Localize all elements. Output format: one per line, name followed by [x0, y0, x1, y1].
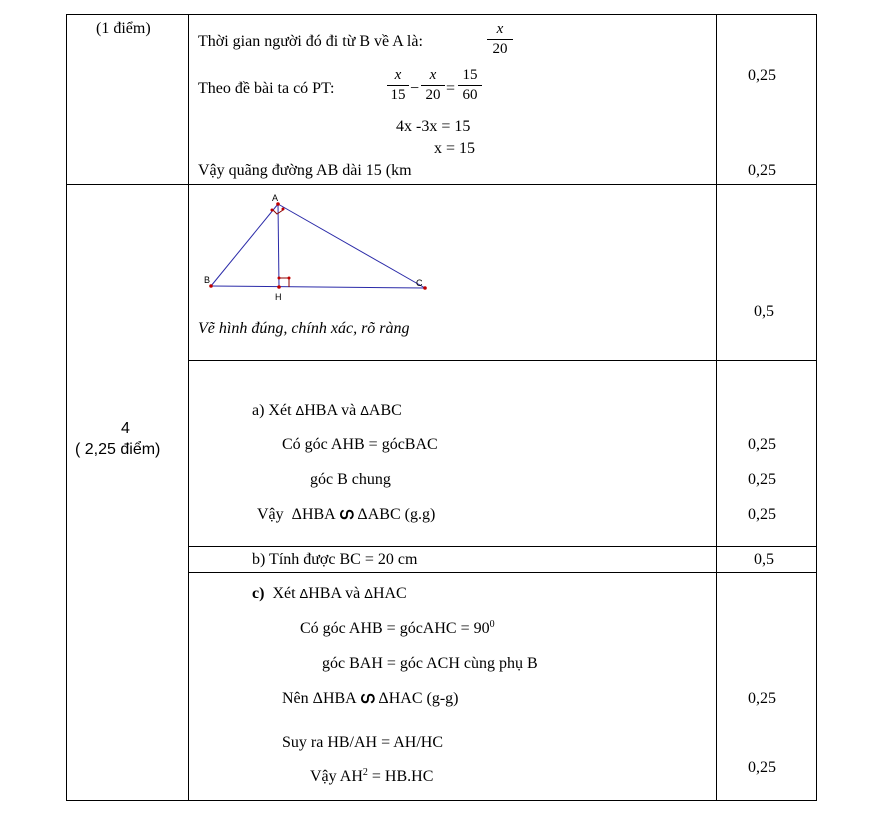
- part-c-line-4: Suy ra HB/AH = AH/HC: [282, 734, 444, 751]
- time-fraction: x 20: [487, 21, 513, 58]
- equal-sign: =: [446, 80, 456, 97]
- score-a-1: 0,25: [748, 436, 776, 453]
- table-col-divider-2: [716, 14, 717, 800]
- triangle-symbol: Δ: [295, 403, 305, 418]
- equation-step-2: x = 15: [434, 140, 476, 157]
- row-divider-3: [188, 546, 817, 547]
- part-c-line-3: Nên ΔHBA ഗ ΔHAC (g-g): [282, 690, 459, 707]
- table-border-right: [816, 14, 817, 800]
- score-draw: 0,5: [754, 303, 774, 320]
- score-a-2: 0,25: [748, 471, 776, 488]
- question-points: ( 2,25 điểm): [75, 441, 161, 458]
- label-H: H: [275, 292, 282, 302]
- segment-AC: [278, 204, 425, 288]
- score-b: 0,5: [754, 551, 774, 568]
- label-C: C: [416, 278, 423, 288]
- similar-symbol: ഗ: [338, 506, 354, 523]
- pt-fraction-1: x 15: [387, 67, 409, 104]
- row-divider-1: [66, 184, 817, 185]
- part-a-title: a) Xét ΔHBA và ΔABC: [252, 402, 402, 419]
- draw-note: Vẽ hình đúng, chính xác, rõ ràng: [198, 320, 410, 337]
- table-border-bottom: [66, 800, 817, 801]
- time-sentence: Thời gian người đó đi từ B về A là:: [198, 33, 423, 50]
- conclusion-text: Vậy quãng đường AB dài 15 (km: [198, 162, 412, 179]
- part-c-line-2: góc BAH = góc ACH cùng phụ B: [322, 655, 538, 672]
- part-c-title: c) Xét ΔHBA và ΔHAC: [252, 585, 407, 602]
- pt-fraction-2: x 20: [421, 67, 445, 104]
- table-border-left: [66, 14, 67, 800]
- segment-BC: [211, 286, 425, 288]
- score-pt: 0,25: [748, 67, 776, 84]
- point-C: [423, 286, 427, 290]
- equation-sentence: Theo đề bài ta có PT:: [198, 80, 335, 97]
- score-c-1: 0,25: [748, 690, 776, 707]
- table-col-divider-1: [188, 14, 189, 800]
- row-divider-2: [188, 360, 817, 361]
- label-B: B: [204, 275, 211, 285]
- score-conclusion: 0,25: [748, 162, 776, 179]
- part-a-line-3: Vậy ΔHBA ഗ ΔABC (g.g): [257, 506, 436, 523]
- row1-points-label: (1 điểm): [96, 20, 151, 37]
- part-c-line-1: Có góc AHB = gócAHC = $90^0$: [300, 619, 495, 637]
- score-c-2: 0,25: [748, 759, 776, 776]
- table-border-top: [66, 14, 817, 15]
- segment-AH: [278, 204, 279, 287]
- label-A: A: [272, 193, 279, 203]
- part-a-line-1: Có góc AHB = gócBAC: [282, 436, 438, 453]
- triangle-symbol: Δ: [360, 403, 369, 418]
- row-divider-4: [188, 572, 817, 573]
- right-angle-mark-H: [279, 278, 289, 287]
- pt-fraction-3: 15 60: [458, 67, 482, 104]
- part-a-line-2: góc B chung: [310, 471, 391, 488]
- minus-sign: −: [410, 80, 420, 97]
- part-b-line: b) Tính được BC = 20 cm: [252, 551, 418, 568]
- triangle-figure: [195, 190, 445, 305]
- point-H: [277, 285, 281, 289]
- question-number: 4: [121, 420, 130, 437]
- equation-step-1: 4x -3x = 15: [396, 118, 471, 135]
- score-a-3: 0,25: [748, 506, 776, 523]
- segment-AB: [211, 204, 278, 286]
- part-c-line-5: Vậy $AH^2 = HB.HC$: [310, 767, 434, 785]
